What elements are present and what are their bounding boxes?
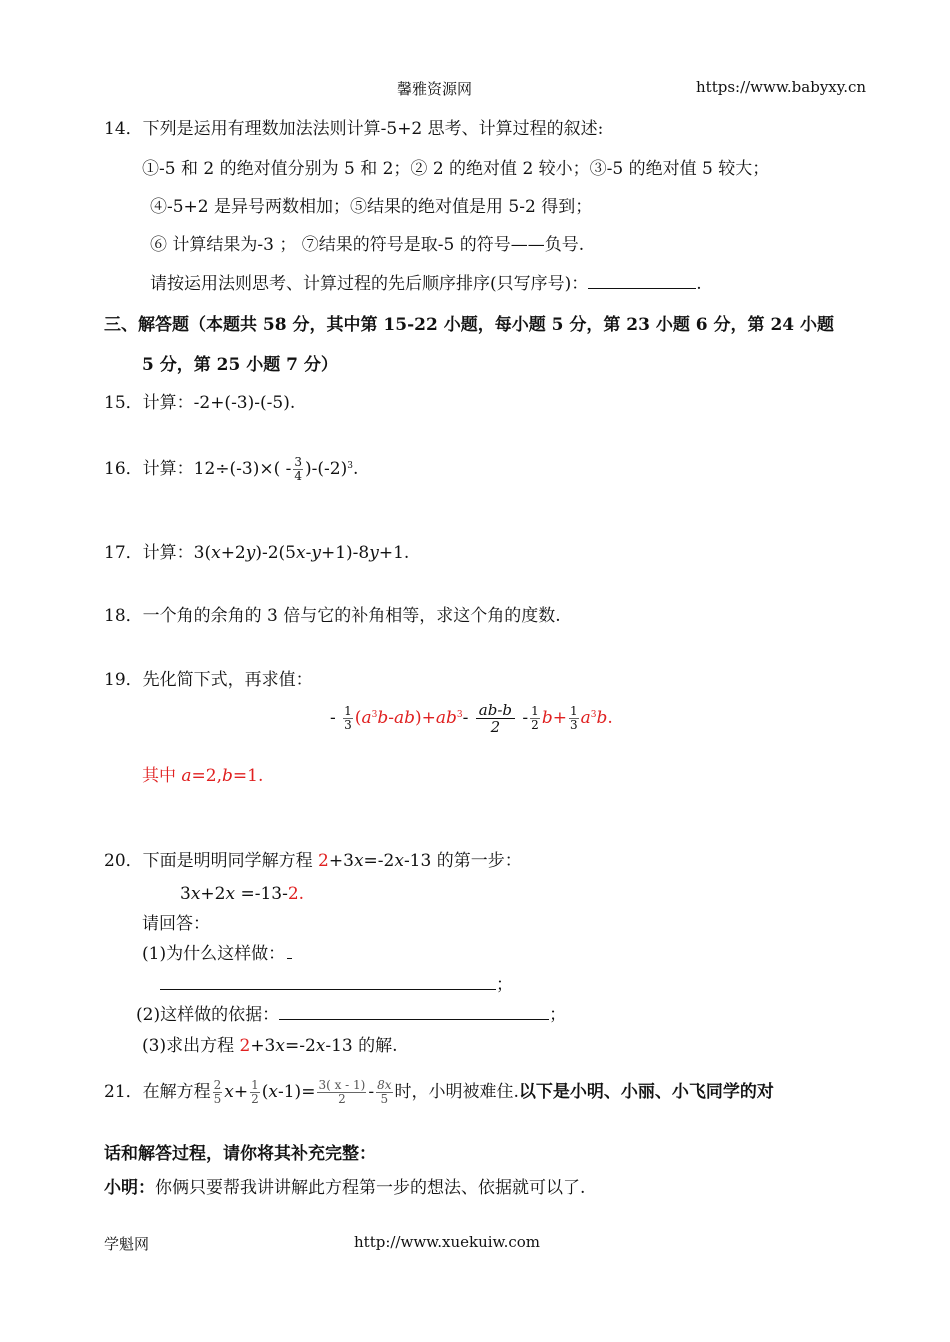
q18: 18．一个角的余角的 3 倍与它的补角相等，求这个角的度数. <box>104 606 561 626</box>
q20-q2 <box>136 1004 566 1026</box>
q20-q3 <box>142 1035 398 1057</box>
q17-p3: )-2(5 <box>255 543 296 563</box>
footer-site-name: 学魁网 <box>104 1235 150 1253</box>
q20-q1-mark <box>287 944 292 959</box>
q21-t3: 以下是小明、小丽、小飞同学的对 <box>518 1082 774 1102</box>
q14-line4: 请按运用法则思考、计算过程的先后顺序排序(只写序号)： . <box>150 274 702 294</box>
q21-x2: x <box>268 1082 278 1102</box>
q20-q3g: -13 的解. <box>325 1036 398 1056</box>
q17-x2: x <box>296 543 306 563</box>
q19-where <box>142 765 263 787</box>
q20-q3c: +3 <box>250 1036 276 1056</box>
q19-b: b <box>377 708 389 728</box>
q20-s6: 2. <box>287 884 305 904</box>
q19-where-prefix: 其中 <box>142 766 182 786</box>
q20-t5: =-2 <box>363 851 395 871</box>
q20-s5: =-13- <box>235 884 288 904</box>
q16 <box>104 456 358 483</box>
q21-plus: + <box>233 1082 249 1102</box>
q14-instruction: 请按运用法则思考、计算过程的先后顺序排序(只写序号)： <box>150 274 589 294</box>
q19-frac1 <box>343 705 353 732</box>
q21-speaker: 小明： <box>104 1178 155 1198</box>
q19-p2: - <box>388 708 394 728</box>
q20-s4: x <box>225 884 236 904</box>
q16-fraction <box>293 456 303 483</box>
q19-f3n: 1 <box>531 704 539 718</box>
q20-step <box>180 883 304 905</box>
q20-t3: +3 <box>328 851 354 871</box>
q19-wb: b <box>222 766 233 786</box>
q19-p5: - <box>522 708 529 728</box>
header-url[interactable]: https://www.babyxy.cn <box>696 78 867 96</box>
q19-f2d: 2 <box>490 718 501 736</box>
q21-minus: - <box>368 1082 375 1102</box>
q20-q3e: =-2 <box>284 1036 316 1056</box>
q17-p4: - <box>305 543 312 563</box>
q19-p3: )+ <box>414 708 436 728</box>
q19-red-part2 <box>542 708 567 728</box>
q21-frac4 <box>376 1079 392 1106</box>
q17-p5: +1)-8 <box>320 543 370 563</box>
q14-line2: ④-5+2 是异号两数相加；⑤结果的绝对值是用 5-2 得到； <box>150 197 593 217</box>
q19-p6: + <box>552 708 567 728</box>
q19-p1: ( <box>354 708 362 728</box>
q21-line1 <box>104 1079 774 1106</box>
q21-speech: 你俩只要帮我讲讲解此方程第一步的想法、依据就可以了. <box>155 1178 586 1198</box>
q19-frac4 <box>569 705 579 732</box>
q19-e3: 3 <box>371 710 378 720</box>
q21-f3d: 2 <box>338 1092 346 1106</box>
q19-e3c: 3 <box>590 710 597 720</box>
q20-s3: +2 <box>200 884 226 904</box>
section3-heading-cont: 5 分，第 25 小题 7 分） <box>142 355 338 375</box>
q19-p4: - <box>462 708 469 728</box>
q21-t1: 21．在解方程 <box>104 1082 211 1102</box>
q20-q1-answer-line <box>160 974 513 996</box>
q14-answer-blank[interactable] <box>588 273 696 289</box>
q20-q3d: x <box>275 1036 285 1056</box>
q21-x1: x <box>224 1082 234 1102</box>
header-site-name: 馨雅资源网 <box>397 80 473 98</box>
q19-f4n: 1 <box>569 704 578 718</box>
q17-y2: y <box>311 543 321 563</box>
q16-den: 4 <box>294 469 302 483</box>
q21-paren2: -1)= <box>278 1082 316 1102</box>
q19-f2n: ab-b <box>476 702 515 719</box>
q17-p2: +2 <box>220 543 246 563</box>
q20-t1: 20．下面是明明同学解方程 <box>104 851 319 871</box>
q19-wv: =2, <box>191 766 223 786</box>
q17-y3: y <box>369 543 379 563</box>
q19-f1n: 1 <box>344 704 352 718</box>
q19-red-part3 <box>581 708 613 728</box>
q20-q1-blank[interactable] <box>160 974 496 990</box>
q21-frac1 <box>213 1079 223 1106</box>
q17 <box>104 542 409 564</box>
q19-red-part <box>355 708 463 728</box>
q19-frac3 <box>530 705 540 732</box>
q20-q2-blank[interactable] <box>279 1004 549 1020</box>
q19-expression <box>330 702 613 735</box>
q21-t2: 时，小明被难住. <box>394 1082 519 1102</box>
q20-semi2: ； <box>549 1005 567 1025</box>
q20-q2-label: (2)这样做的依据： <box>136 1005 280 1025</box>
q20-s2: x <box>190 884 201 904</box>
q21-f2n: 1 <box>251 1078 259 1092</box>
q19-a: a <box>361 708 372 728</box>
q19-frac2 <box>476 702 515 735</box>
q17-y: y <box>245 543 256 563</box>
q21-f4d: 5 <box>380 1092 389 1106</box>
q19-f4d: 3 <box>569 718 578 732</box>
q20-semi1: ； <box>496 975 513 995</box>
q19-b3: b <box>596 708 608 728</box>
q21-frac2 <box>250 1079 260 1106</box>
q21-line2: 话和解答过程，请你将其补充完整： <box>104 1144 376 1164</box>
q14-line3: ⑥ 计算结果为-3 ； ⑦结果的符号是取-5 的符号——负号. <box>150 235 585 255</box>
q20-t7: -13 的第一步： <box>403 851 522 871</box>
q20-s1: 3 <box>180 884 191 904</box>
q20-q1 <box>142 943 292 965</box>
q16-num: 3 <box>294 455 302 469</box>
q20-title <box>104 850 522 872</box>
q19-wa: a <box>181 766 192 786</box>
q20-t6: x <box>394 851 404 871</box>
q21-frac3 <box>317 1079 366 1106</box>
q16-prefix: 16．计算：12÷(-3)×( - <box>104 459 292 479</box>
q20-q3b: 2 <box>239 1036 251 1056</box>
q21-f1n: 2 <box>213 1078 222 1092</box>
q19-a2: a <box>580 708 591 728</box>
section3-heading: 三、解答题（本题共 58 分，其中第 15-22 小题，每小题 5 分，第 23 小题 6 分，第 24 小题 <box>104 315 835 335</box>
q19-wv2: =1. <box>232 766 264 786</box>
q19-f3d: 2 <box>531 718 539 732</box>
q16-end: . <box>352 459 359 479</box>
q19-ab: ab <box>393 708 415 728</box>
q16-mid: )-(-2) <box>305 459 348 479</box>
q20-t4: x <box>353 851 364 871</box>
q21-f4n: 8x <box>377 1078 392 1092</box>
q20-ask: 请回答： <box>142 914 210 934</box>
q16-exp: 3 <box>347 461 353 471</box>
q21-paren: ( <box>261 1082 269 1102</box>
q17-p: 17．计算：3( <box>104 543 212 563</box>
footer-url[interactable]: http://www.xuekuiw.com <box>354 1233 541 1251</box>
q20-q3f: x <box>315 1036 326 1056</box>
q21-line3 <box>104 1177 585 1199</box>
q19-m1: - <box>330 708 336 728</box>
q15: 15．计算：-2+(-3)-(-5). <box>104 393 296 413</box>
q19-end: . <box>607 708 613 728</box>
q21-f3n: 3( x - 1) <box>318 1078 366 1092</box>
q14-line1: ①-5 和 2 的绝对值分别为 5 和 2；② 2 的绝对值 2 较小；③-5 的绝对值 5 较大； <box>142 159 770 179</box>
q14-title: 14．下列是运用有理数加法法则计算-5+2 思考、计算过程的叙述: <box>104 119 604 139</box>
q19-e3b: 3 <box>456 710 463 720</box>
q21-f1d: 5 <box>213 1092 222 1106</box>
q19-f1d: 3 <box>344 718 352 732</box>
q19-ab2: ab <box>435 708 457 728</box>
q17-p6: +1. <box>378 543 410 563</box>
q20-q3a: (3)求出方程 <box>142 1036 240 1056</box>
q19-b2: b <box>541 708 553 728</box>
q20-q1-label: (1)为什么这样做： <box>142 944 286 964</box>
q21-f2d: 2 <box>251 1092 259 1106</box>
q17-x: x <box>211 543 221 563</box>
q19-title: 19．先化简下式，再求值： <box>104 670 313 690</box>
q20-t2: 2 <box>318 851 329 871</box>
